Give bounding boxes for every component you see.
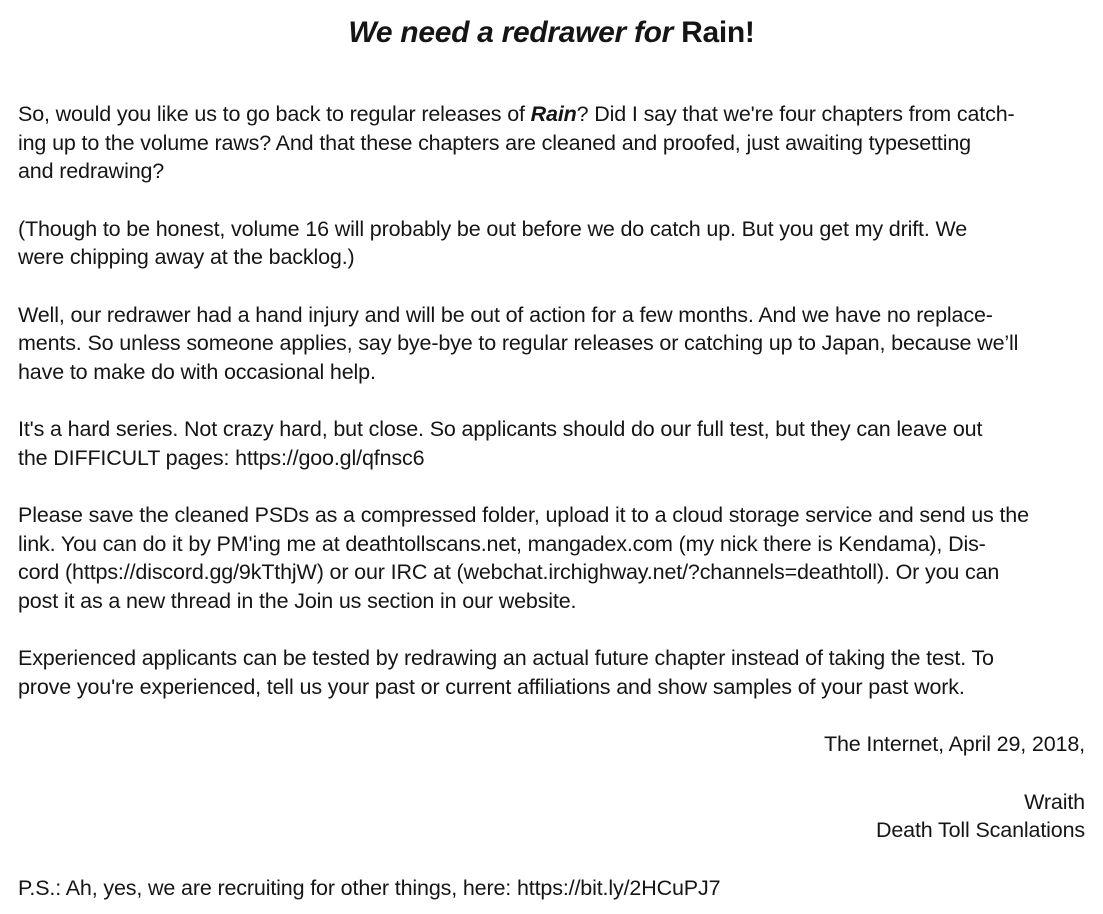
test-paragraph xyxy=(18,415,1085,472)
paragraph-line: prove you're experienced, tell us your past or current affiliations and show samples of your past work. xyxy=(18,674,965,699)
signature-group: Death Toll Scanlations xyxy=(875,818,1085,842)
paragraph-line: It's a hard series. Not crazy hard, but close. So applicants should do our full test, but they can leave out xyxy=(18,417,983,441)
paragraph-line: Well, our redrawer had a hand injury and will be out of action for a few months. And we have no replace- xyxy=(18,302,993,327)
signature-name: Wraith xyxy=(1024,789,1085,814)
paragraph-line xyxy=(18,100,1085,129)
paragraph-line: link. You can do it by PM'ing me at deathtollscans.net, mangadex.com (my nick there is Kendama), Dis- xyxy=(18,531,986,556)
intro-line1-post: ? Did I say that we're four chapters from catch- xyxy=(576,102,1015,126)
paragraph-line: Experienced applicants can be tested by redrawing an actual future chapter instead of taking the test. To xyxy=(18,646,994,670)
experienced-paragraph xyxy=(18,644,1085,701)
paragraph-line-with-test-url: the DIFFICULT pages: https://goo.gl/qfnsc6 xyxy=(18,445,425,470)
page-title xyxy=(18,14,1085,52)
paragraph-line: post it as a new thread in the Join us section in our website. xyxy=(18,588,577,613)
injury-paragraph xyxy=(18,301,1085,387)
paragraph-line: Please save the cleaned PSDs as a compressed folder, upload it to a cloud storage service and send us the xyxy=(18,503,1029,527)
series-name-emphasis: Rain xyxy=(530,102,577,126)
paragraph-line: ments. So unless someone applies, say bye-bye to regular releases or catching up to Japan, because we’ll xyxy=(18,331,1019,355)
postscript-line-with-recruit-url: P.S.: Ah, yes, we are recruiting for other things, here: https://bit.ly/2HCuPJ7 xyxy=(18,875,721,900)
dateline xyxy=(18,730,1085,759)
paragraph-line: have to make do with occasional help. xyxy=(18,359,376,384)
paragraph-line: ing up to the volume raws? And that these chapters are cleaned and proofed, just awaiting typesetting xyxy=(18,130,971,155)
paragraph-line: (Though to be honest, volume 16 will probably be out before we do catch up. But you get my drift. We xyxy=(18,216,968,241)
intro-line1-pre: So, would you like us to go back to regular releases of xyxy=(18,102,531,126)
title-italic-part: We need a redrawer for xyxy=(348,16,682,49)
signature-block xyxy=(18,788,1085,845)
paragraph-line: were chipping away at the backlog.) xyxy=(18,245,355,269)
submission-paragraph xyxy=(18,501,1085,615)
intro-paragraph xyxy=(18,100,1085,186)
title-series-name: Rain! xyxy=(681,16,755,49)
paragraph-line-with-contact-urls: cord (https://discord.gg/9kTthjW) or our IRC at (webchat.irchighway.net/?channels=deathtoll). Or you can xyxy=(18,560,1000,584)
dateline-text: The Internet, April 29, 2018, xyxy=(824,732,1085,756)
postscript-paragraph xyxy=(18,874,1085,903)
backlog-paragraph xyxy=(18,215,1085,272)
paragraph-line: and redrawing? xyxy=(18,159,165,183)
